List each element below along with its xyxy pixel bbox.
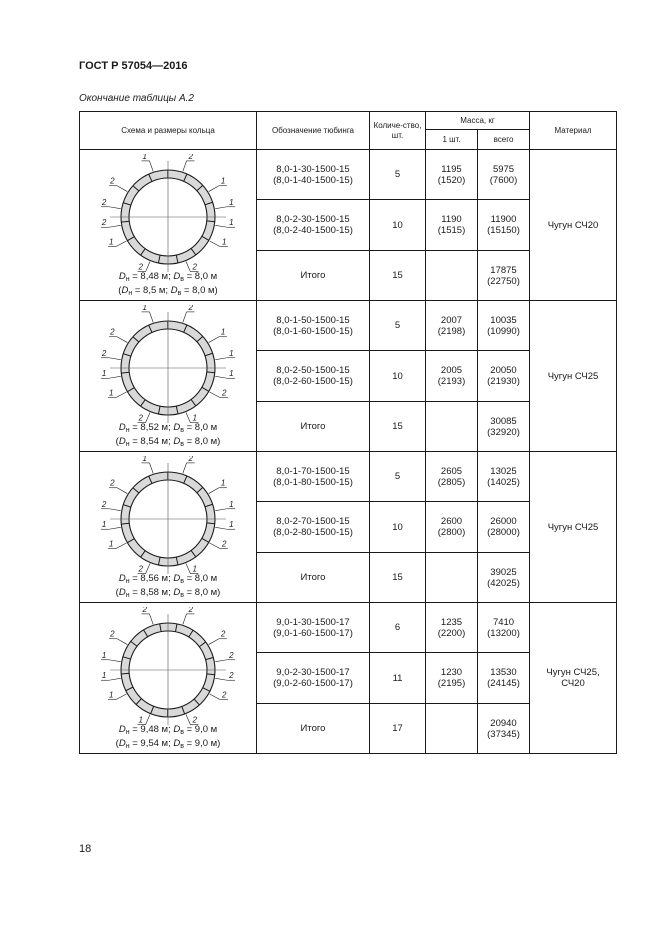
segment-designation <box>257 351 370 402</box>
segment-designation <box>257 402 370 452</box>
mass-total-line: (22750) <box>487 275 520 287</box>
segment-designation-line: Итого <box>300 421 326 432</box>
segment-designation <box>257 502 370 553</box>
material-cell <box>530 603 617 754</box>
mass-total <box>478 603 530 653</box>
leader-line <box>149 462 153 472</box>
segment-designation <box>257 704 370 754</box>
segment-designation-line: 8,0-1-70-1500-15 <box>276 465 350 477</box>
ring-dimensions: $D_н = 8,52$ м; $D_в = 8,0$ м ($D_н = 8,54$ м; $D_в = 8,0$ м) <box>115 421 221 448</box>
leader-line <box>116 392 126 398</box>
segment-type-label: 1 <box>101 519 107 529</box>
segment-type-label: 2 <box>138 262 143 272</box>
table-row <box>80 150 617 200</box>
segment-designation-line: (8,0-1-40-1500-15) <box>273 174 353 186</box>
segment-quantity-line: 15 <box>392 270 403 281</box>
mass-per-unit <box>426 251 478 301</box>
segment-quantity-line: 15 <box>392 572 403 583</box>
segment-type-label: 1 <box>138 715 143 725</box>
leader-line <box>210 694 220 700</box>
segment-type-label: 2 <box>188 304 193 312</box>
leader-line <box>209 336 219 342</box>
segment-quantity-line: 17 <box>392 723 403 734</box>
mass-total-line: 13530 <box>490 667 517 678</box>
segment-designation-line: 9,0-1-30-1500-17 <box>276 616 350 628</box>
segment-quantity <box>370 553 426 603</box>
segment-type-label: 2 <box>101 217 107 227</box>
leader-line <box>215 357 227 359</box>
leader-line <box>116 694 126 700</box>
leader-line <box>215 678 227 680</box>
mass-per-unit-line: 2005 <box>440 365 463 376</box>
mass-total-line: 10035 <box>490 314 517 326</box>
segment-designation <box>257 603 370 653</box>
mass-total-line: (14025) <box>487 476 520 488</box>
segment-designation <box>257 452 370 502</box>
mass-total-line: (32920) <box>487 426 520 438</box>
mass-per-unit <box>426 653 478 704</box>
ring-dimensions: $D_н = 9,48$ м; $D_в = 9,0$ м ($D_н = 9,54$ м; $D_в = 9,0$ м) <box>115 723 221 750</box>
mass-per-unit-line: 1190 <box>441 214 462 225</box>
material-text: Чугун СЧ20 <box>547 219 599 231</box>
mass-total-line: (37345) <box>487 728 520 740</box>
mass-total-line: 26000 <box>490 516 517 527</box>
leader-line <box>210 241 220 247</box>
mass-per-unit-line: 2600 <box>440 516 463 527</box>
col-mass-total-header: всего <box>478 130 530 150</box>
segment-quantity-line: 6 <box>394 622 401 633</box>
mass-per-unit-line: 1235 <box>440 616 463 628</box>
ring-dimensions: $D_н = 8,48$ м; $D_в = 8,0$ м ($D_н = 8,5$ м; $D_в = 8,0$ м) <box>118 270 218 297</box>
segment-type-label: 2 <box>221 690 227 699</box>
segment-type-label: 2 <box>110 176 115 186</box>
mass-total-line: 11900 <box>490 214 517 225</box>
segment-quantity <box>370 351 426 402</box>
segment-designation-line: (9,0-1-60-1500-17) <box>273 627 353 639</box>
leader-line <box>109 527 121 529</box>
mass-total <box>478 301 530 351</box>
mass-total-line: (10990) <box>487 325 520 337</box>
leader-line <box>209 487 219 493</box>
segment-type-label: 1 <box>101 670 107 680</box>
leader-line <box>209 185 219 191</box>
segment-quantity <box>370 402 426 452</box>
leader-line <box>183 613 187 623</box>
leader-line <box>183 160 187 170</box>
segment-type-label: 1 <box>192 413 197 423</box>
segment-type-label: 2 <box>221 388 227 397</box>
segment-quantity-line: 15 <box>392 421 403 432</box>
leader-line <box>117 185 127 191</box>
segment-type-label: 1 <box>109 237 114 246</box>
mass-per-unit <box>426 603 478 653</box>
page-number: 18 <box>79 843 92 855</box>
leader-line <box>149 613 153 623</box>
segment-type-label: 2 <box>138 413 143 423</box>
leader-line <box>215 206 227 208</box>
mass-per-unit-line: (2195) <box>437 678 466 689</box>
segment-quantity <box>370 452 426 502</box>
mass-total <box>478 553 530 603</box>
segment-designation-line: 8,0-2-50-1500-15 <box>276 365 350 376</box>
col-material-header: Материал <box>530 112 617 150</box>
segment-type-label: 1 <box>101 650 107 660</box>
leader-line <box>215 376 227 378</box>
segment-designation <box>257 553 370 603</box>
mass-total-line: (21930) <box>487 376 520 387</box>
mass-total <box>478 452 530 502</box>
mass-per-unit-line: (1515) <box>437 225 466 236</box>
mass-per-unit-line: 1195 <box>441 163 462 175</box>
segment-quantity <box>370 150 426 200</box>
segment-type-label: 1 <box>101 368 107 378</box>
mass-total-line: 17875 <box>490 264 517 276</box>
col-quantity-header: Количе-ство, шт. <box>370 112 426 150</box>
mass-total <box>478 351 530 402</box>
mass-per-unit <box>426 200 478 251</box>
mass-total <box>478 653 530 704</box>
segment-quantity-line: 5 <box>394 320 401 331</box>
leader-line <box>210 392 220 398</box>
mass-total <box>478 502 530 553</box>
leader-line <box>109 376 121 378</box>
segments-table <box>79 111 617 754</box>
segment-type-label: 1 <box>142 455 147 463</box>
mass-total <box>478 150 530 200</box>
mass-per-unit-line: 2605 <box>440 465 463 477</box>
material-text: СЧ20 <box>561 678 585 689</box>
segment-quantity-line: 10 <box>392 521 403 533</box>
segment-type-label: 2 <box>110 327 115 337</box>
segment-type-label: 1 <box>142 153 147 161</box>
segment-type-label: 1 <box>109 539 114 548</box>
segment-type-label: 1 <box>221 237 227 246</box>
segment-designation-line: 8,0-1-50-1500-15 <box>276 314 350 326</box>
segment-designation-line: 8,0-2-70-1500-15 <box>276 516 350 527</box>
leader-line <box>117 487 127 493</box>
mass-total <box>478 251 530 301</box>
segment-designation <box>257 150 370 200</box>
leader-line <box>109 225 121 227</box>
segment-type-label: 2 <box>142 606 147 614</box>
segment-type-label: 2 <box>188 455 193 463</box>
mass-per-unit-line: (2200) <box>437 627 466 639</box>
mass-total <box>478 200 530 251</box>
segment-quantity <box>370 653 426 704</box>
mass-total-line: 20050 <box>490 365 517 376</box>
leader-line <box>149 160 153 170</box>
segment-type-label: 1 <box>109 690 114 699</box>
leader-line <box>109 206 121 208</box>
mass-per-unit <box>426 553 478 603</box>
mass-total <box>478 402 530 452</box>
mass-per-unit-line: (1520) <box>437 174 466 186</box>
segment-type-label: 2 <box>101 348 107 358</box>
segment-type-label: 1 <box>220 327 226 337</box>
segment-type-label: 1 <box>229 368 234 378</box>
mass-total-line: 7410 <box>492 616 515 628</box>
segment-designation <box>257 200 370 251</box>
segment-designation-line: Итого <box>300 572 326 583</box>
material-cell <box>530 150 617 301</box>
ring-diagram <box>93 305 243 423</box>
segment-type-label: 1 <box>220 478 226 488</box>
segment-quantity-line: 5 <box>394 169 401 180</box>
ring-diagram <box>93 154 243 272</box>
segment-quantity-line: 10 <box>392 219 403 231</box>
leader-line <box>116 241 126 247</box>
segment-designation-line: (8,0-2-60-1500-15) <box>273 376 353 387</box>
material-text: Чугун СЧ25 <box>547 521 599 533</box>
leader-line <box>117 638 127 644</box>
segment-type-label: 2 <box>188 153 193 161</box>
segment-quantity-line: 5 <box>394 471 401 482</box>
mass-total-line: (7600) <box>489 174 518 186</box>
segment-type-label: 2 <box>220 629 226 639</box>
segment-quantity <box>370 251 426 301</box>
leader-line <box>109 357 121 359</box>
col-mass-one-header: 1 шт. <box>426 130 478 150</box>
table-row <box>80 301 617 351</box>
leader-line <box>215 527 227 529</box>
segment-type-label: 2 <box>229 650 234 660</box>
mass-per-unit-line: 1230 <box>440 667 463 678</box>
segment-quantity <box>370 200 426 251</box>
leader-line <box>210 543 220 549</box>
segment-designation-line: (8,0-1-80-1500-15) <box>273 476 353 488</box>
segment-designation-line: (8,0-2-40-1500-15) <box>273 225 353 236</box>
segment-type-label: 2 <box>110 478 115 488</box>
segment-type-label: 2 <box>229 670 234 680</box>
mass-per-unit <box>426 150 478 200</box>
ring-dimensions: $D_н = 8,56$ м; $D_в = 8,0$ м ($D_н = 8,58$ м; $D_в = 8,0$ м) <box>115 572 221 599</box>
mass-per-unit <box>426 402 478 452</box>
segment-type-label: 1 <box>220 176 226 186</box>
mass-total-line: 13025 <box>490 465 517 477</box>
leader-line <box>215 659 227 661</box>
segment-quantity <box>370 301 426 351</box>
segment-designation-line: (8,0-2-80-1500-15) <box>273 527 353 538</box>
table-row <box>80 452 617 502</box>
col-schema-header: Схема и размеры кольца <box>80 112 257 150</box>
leader-line <box>209 638 219 644</box>
material-text: Чугун СЧ25 <box>547 370 599 382</box>
ring-schema-cell <box>80 603 257 754</box>
leader-line <box>109 678 121 680</box>
segment-quantity-line: 11 <box>392 672 403 684</box>
segment-designation-line: 8,0-1-30-1500-15 <box>276 163 350 175</box>
segment-type-label: 2 <box>101 499 107 509</box>
segment-type-label: 1 <box>229 519 234 529</box>
leader-line <box>149 311 153 321</box>
mass-per-unit <box>426 704 478 754</box>
segment-designation <box>257 251 370 301</box>
mass-per-unit-line: 2007 <box>440 314 463 326</box>
col-mass-header: Масса, кг <box>426 112 530 130</box>
leader-line <box>109 659 121 661</box>
segment-type-label: 2 <box>188 606 193 614</box>
table-caption: Окончание таблицы А.2 <box>79 93 194 104</box>
material-text: Чугун СЧ25, <box>546 667 600 678</box>
segment-designation-line: Итого <box>300 723 326 734</box>
leader-line <box>183 311 187 321</box>
ring-diagram <box>93 456 243 574</box>
mass-total-line: 20940 <box>490 717 517 729</box>
table-row <box>80 603 617 653</box>
mass-total <box>478 704 530 754</box>
segment-joint <box>121 673 129 674</box>
segment-type-label: 1 <box>142 304 147 312</box>
mass-per-unit-line: (2805) <box>437 476 466 488</box>
mass-total-line: (42025) <box>487 577 520 589</box>
segment-designation <box>257 653 370 704</box>
segment-designation-line: Итого <box>300 270 326 281</box>
mass-total-line: 5975 <box>492 163 515 175</box>
ring-schema-cell <box>80 150 257 301</box>
segment-designation-line: 9,0-2-30-1500-17 <box>276 667 350 678</box>
segment-designation-line: 8,0-2-30-1500-15 <box>276 214 350 225</box>
mass-total-line: (15150) <box>487 225 520 236</box>
leader-line <box>109 508 121 510</box>
leader-line <box>116 543 126 549</box>
ring-schema-cell <box>80 452 257 603</box>
mass-per-unit-line: (2198) <box>437 325 466 337</box>
segment-type-label: 2 <box>192 715 197 725</box>
segment-type-label: 2 <box>110 629 115 639</box>
leader-line <box>215 508 227 510</box>
col-designation-header: Обозначение тюбинга <box>257 112 370 150</box>
segment-designation-line: (8,0-1-60-1500-15) <box>273 325 353 337</box>
segment-quantity <box>370 704 426 754</box>
leader-line <box>183 462 187 472</box>
mass-per-unit <box>426 301 478 351</box>
segment-type-label: 2 <box>221 539 227 548</box>
segment-designation-line: (9,0-2-60-1500-17) <box>273 678 353 689</box>
segment-type-label: 1 <box>229 217 234 227</box>
segment-type-label: 2 <box>138 564 143 574</box>
mass-total-line: (28000) <box>487 527 520 538</box>
mass-total-line: (24145) <box>487 678 520 689</box>
ring-diagram <box>93 607 243 725</box>
segment-type-label: 1 <box>229 348 234 358</box>
mass-per-unit-line: (2193) <box>437 376 466 387</box>
leader-line <box>215 225 227 227</box>
segment-type-label: 1 <box>192 564 197 574</box>
mass-total-line: 30085 <box>490 415 517 427</box>
segment-type-label: 1 <box>229 197 234 207</box>
mass-total-line: (13200) <box>487 627 520 639</box>
mass-per-unit <box>426 452 478 502</box>
standard-number: ГОСТ Р 57054—2016 <box>79 60 188 72</box>
mass-total-line: 39025 <box>490 566 517 578</box>
segment-quantity <box>370 502 426 553</box>
ring-schema-cell <box>80 301 257 452</box>
segment-quantity-line: 10 <box>392 370 403 382</box>
mass-per-unit-line: (2800) <box>437 527 466 538</box>
segment-type-label: 2 <box>192 262 197 272</box>
leader-line <box>117 336 127 342</box>
segment-designation <box>257 301 370 351</box>
segment-type-label: 1 <box>109 388 114 397</box>
segment-type-label: 2 <box>101 197 107 207</box>
material-cell <box>530 301 617 452</box>
material-cell <box>530 452 617 603</box>
mass-per-unit <box>426 351 478 402</box>
segment-quantity <box>370 603 426 653</box>
mass-per-unit <box>426 502 478 553</box>
segment-type-label: 1 <box>229 499 234 509</box>
